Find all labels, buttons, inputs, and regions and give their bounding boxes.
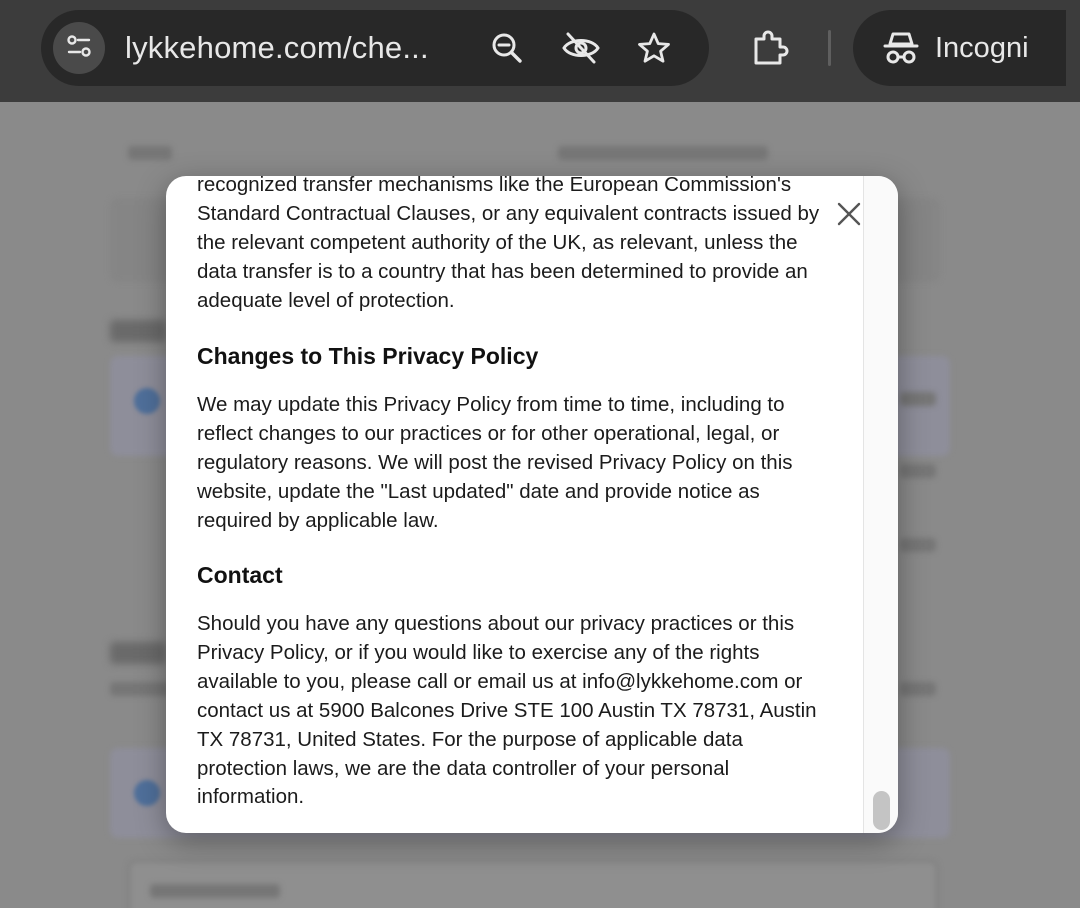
- bg-placeholder: [900, 464, 936, 478]
- bg-placeholder: [900, 538, 936, 552]
- zoom-icon[interactable]: [487, 30, 527, 66]
- close-button[interactable]: [831, 198, 867, 234]
- incognito-icon: [881, 28, 921, 68]
- star-icon[interactable]: [635, 30, 673, 66]
- browser-toolbar: [0, 0, 1080, 102]
- bg-placeholder: [134, 780, 160, 806]
- close-icon: [836, 201, 862, 232]
- bg-placeholder: [134, 388, 160, 414]
- bg-placeholder: [150, 884, 280, 898]
- section-heading-changes: Changes to This Privacy Policy: [197, 343, 539, 369]
- eye-off-icon[interactable]: [559, 30, 603, 66]
- policy-paragraph: We may update this Privacy Policy from time to time, including to reflect changes to our practices or for other operational, legal, or regulatory reasons. We will post the revised Privacy Policy on this website, update the "Last updated" date and provide notice as required by applicable law.: [197, 393, 793, 532]
- bg-placeholder: [110, 682, 170, 696]
- policy-paragraph: recognized transfer mechanisms like the European Commission's Standard Contractual Clauses, or any equivalent contracts issued by the relevant competent authority of the UK, as relevant, unless the data transfer is to a country that has been determined to provide an adequate level of protection.: [197, 176, 820, 312]
- bg-placeholder: [900, 392, 936, 406]
- policy-paragraph: Should you have any questions about our privacy practices or this Privacy Policy, or if you would like to exercise any of the rights available to you, please call or email us at info@lykkehome.com or contact us at 5900 Balcones Drive STE 100 Austin TX 78731, Austin TX 78731, United States. For the purpose of applicable data protection laws, we are the data controller of your personal information.: [197, 612, 817, 809]
- tune-icon: [64, 31, 94, 66]
- incognito-button[interactable]: [853, 10, 1066, 86]
- bg-placeholder: [900, 682, 936, 696]
- privacy-policy-dialog: [166, 176, 898, 833]
- site-info-button[interactable]: [53, 22, 105, 74]
- bg-placeholder: [558, 146, 768, 160]
- bg-placeholder: [110, 642, 166, 664]
- scrollbar-thumb[interactable]: [873, 791, 890, 830]
- url-text[interactable]: lykkehome.com/che...: [125, 30, 429, 65]
- incognito-label: Incogni: [935, 32, 1029, 64]
- extensions-icon[interactable]: [748, 28, 792, 68]
- toolbar-divider: [828, 30, 831, 66]
- bg-placeholder: [110, 320, 166, 342]
- bg-placeholder: [128, 146, 172, 160]
- scrollbar-track[interactable]: [863, 176, 898, 833]
- section-heading-contact: Contact: [197, 562, 283, 588]
- address-bar[interactable]: [41, 10, 709, 86]
